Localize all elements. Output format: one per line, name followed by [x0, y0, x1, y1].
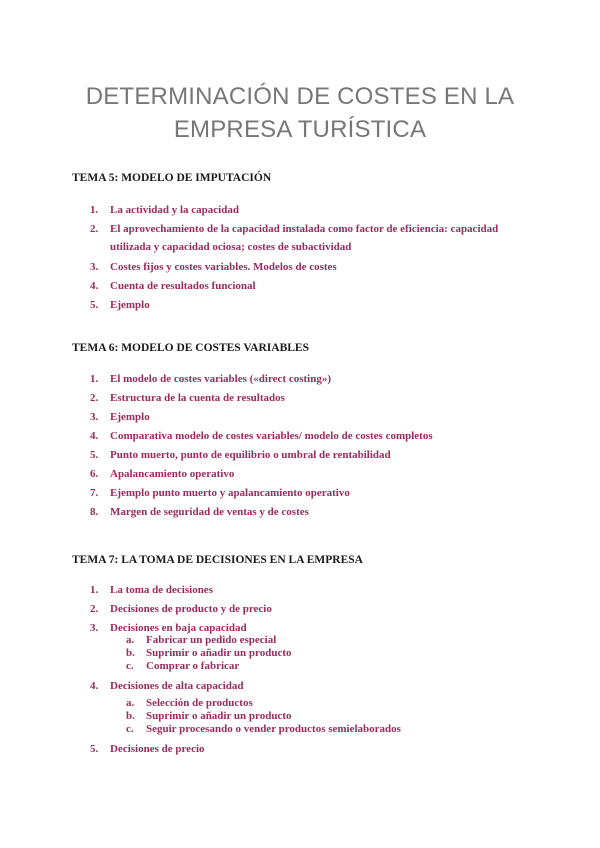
list-item: 4. Comparativa modelo de costes variables/ modelo de costes completos: [90, 430, 433, 442]
list-item: 1. La actividad y la capacidad: [90, 204, 239, 216]
list-item: 4. Decisiones de alta capacidad: [90, 680, 244, 692]
sub-list-item: a. Selección de productos: [126, 697, 253, 709]
sub-list-item: c. Seguir procesando o vender productos semielaborados: [126, 723, 401, 735]
sub-list-item: b. Suprimir o añadir un producto: [126, 710, 292, 722]
sub-list-item: b. Suprimir o añadir un producto: [126, 647, 292, 659]
list-item: utilizada y capacidad ociosa; costes de subactividad: [110, 241, 352, 253]
sub-list-item: c. Comprar o fabricar: [126, 660, 240, 672]
list-item: 3. Decisiones en baja capacidad: [90, 622, 247, 634]
list-item: 1. El modelo de costes variables («direct costing»): [90, 373, 331, 385]
tema7-heading: TEMA 7: LA TOMA DE DECISIONES EN LA EMPRESA: [72, 554, 363, 566]
list-item: 1. La toma de decisiones: [90, 584, 213, 596]
list-item: 2. El aprovechamiento de la capacidad instalada como factor de eficiencia: capacidad: [90, 223, 499, 235]
list-item: 5. Ejemplo: [90, 299, 150, 311]
list-item: 4. Cuenta de resultados funcional: [90, 280, 256, 292]
title-line-1: DETERMINACIÓN DE COSTES EN LA: [85, 83, 515, 110]
list-item: 2. Estructura de la cuenta de resultados: [90, 392, 285, 404]
list-item: 3. Ejemplo: [90, 411, 150, 423]
list-item: 7. Ejemplo punto muerto y apalancamiento operativo: [90, 487, 350, 499]
list-item: 5. Decisiones de precio: [90, 743, 205, 755]
title-line-2: EMPRESA TURÍSTICA: [173, 116, 427, 143]
tema5-heading: TEMA 5: MODELO DE IMPUTACIÓN: [72, 172, 272, 184]
document-title: [0, 80, 600, 146]
tema6-heading: TEMA 6: MODELO DE COSTES VARIABLES: [72, 342, 309, 354]
list-item: 5. Punto muerto, punto de equilibrio o umbral de rentabilidad: [90, 449, 391, 461]
sub-list-item: a. Fabricar un pedido especial: [126, 634, 277, 646]
list-item: 2. Decisiones de producto y de precio: [90, 603, 272, 615]
list-item: 8. Margen de seguridad de ventas y de costes: [90, 506, 309, 518]
list-item: 6. Apalancamiento operativo: [90, 468, 235, 480]
list-item: 3. Costes fijos y costes variables. Modelos de costes: [90, 261, 337, 273]
